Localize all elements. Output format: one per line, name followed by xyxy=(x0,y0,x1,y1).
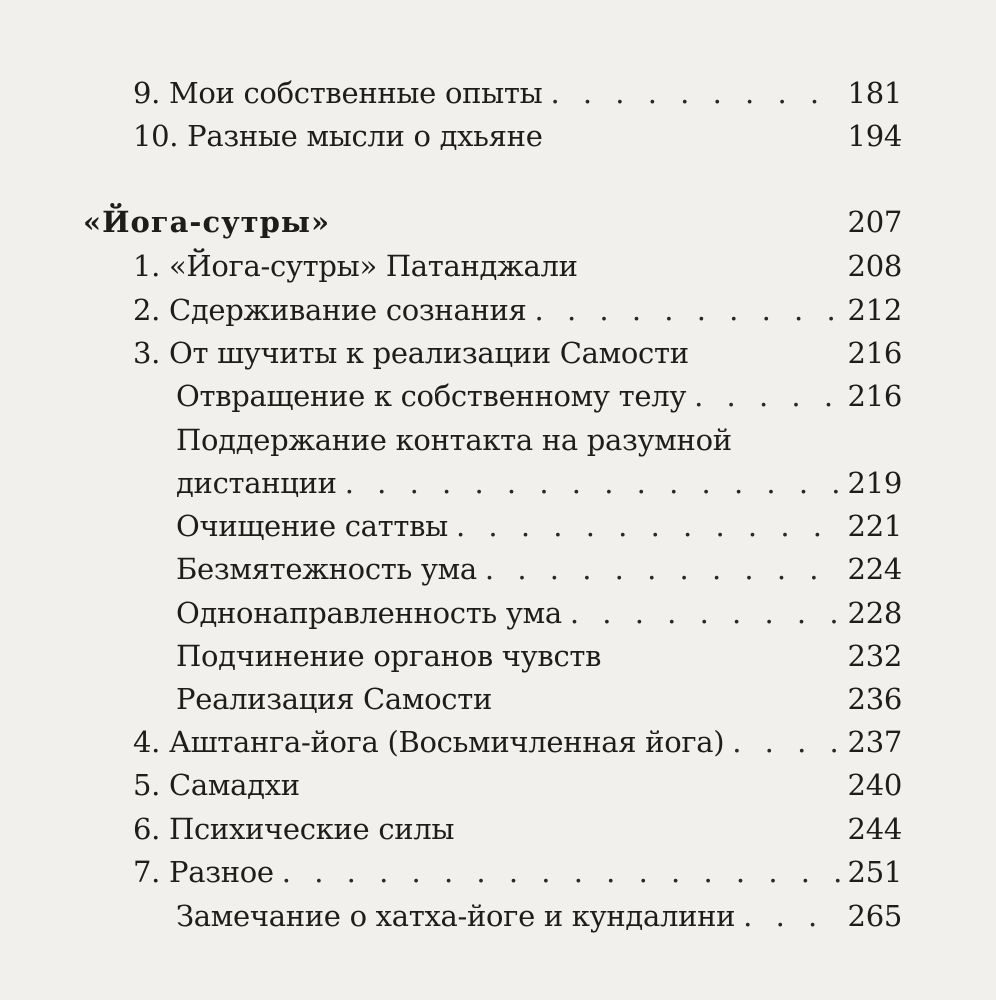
toc-entry-title-line: Поддержание контакта на разумной xyxy=(176,423,732,457)
toc-entry-page: 240 xyxy=(847,768,902,802)
toc-entry-page: 232 xyxy=(847,639,902,673)
toc-entry xyxy=(133,852,902,892)
toc-entry xyxy=(133,246,902,286)
toc-entry-page: 237 xyxy=(847,725,902,759)
toc-entry-title: Замечание о хатха-йоге и кундалини xyxy=(176,899,736,933)
toc-entry-title: Подчинение органов чувств xyxy=(176,639,602,673)
toc-entry-page: 216 xyxy=(847,336,902,370)
toc-entry-title: 5. Самадхи xyxy=(133,768,300,802)
toc-entry-title: дистанции xyxy=(176,466,337,500)
toc-entry xyxy=(133,809,902,849)
toc-entry xyxy=(176,636,902,676)
toc-entry xyxy=(176,896,902,936)
toc-entry-title: 2. Сдерживание сознания xyxy=(133,293,527,327)
toc-entry-title: «Йога-сутры» xyxy=(83,205,331,239)
toc-entry xyxy=(133,73,902,113)
dot-leader xyxy=(535,290,840,330)
toc-entry-page: 181 xyxy=(847,76,902,110)
toc-entry-title: 1. «Йога-сутры» Патанджали xyxy=(133,249,578,283)
toc-entry-page: 224 xyxy=(847,552,902,586)
toc-entry-page: 219 xyxy=(847,466,902,500)
toc-entry-page: 216 xyxy=(847,379,902,413)
toc-entry-page: 207 xyxy=(847,205,902,239)
toc-entry-title: Отвращение к собственному телу xyxy=(176,379,687,413)
toc-entry-page: 221 xyxy=(847,509,902,543)
toc-entry xyxy=(176,376,902,416)
dot-leader xyxy=(732,722,839,762)
toc-entry-title: 4. Аштанга-йога (Восьмичленная йога) xyxy=(133,725,725,759)
toc-entry-title: 9. Мои собственные опыты xyxy=(133,76,543,110)
toc-section-heading xyxy=(83,202,902,242)
toc-entry-page: 244 xyxy=(847,812,902,846)
toc-entry-page: 251 xyxy=(847,855,902,889)
toc-entry-title: Реализация Самости xyxy=(176,682,493,716)
toc-entry xyxy=(176,679,902,719)
toc-entry xyxy=(176,593,902,633)
dot-leader xyxy=(282,852,840,892)
dot-leader xyxy=(694,376,839,416)
toc-entry xyxy=(133,116,902,156)
toc-entry-page: 212 xyxy=(847,293,902,327)
toc-entry-title: Однонаправленность ума xyxy=(176,596,562,630)
toc-entry-title: 10. Разные мысли о дхьяне xyxy=(133,119,543,153)
toc-entry xyxy=(176,549,902,589)
toc-entry xyxy=(133,765,902,805)
dot-leader xyxy=(743,896,839,936)
toc-entry-title: Безмятежность ума xyxy=(176,552,477,586)
toc-entry-page: 236 xyxy=(847,682,902,716)
toc-entry xyxy=(133,722,902,762)
dot-leader xyxy=(456,506,840,546)
toc-entry-page: 228 xyxy=(847,596,902,630)
toc-entry xyxy=(133,290,902,330)
dot-leader xyxy=(345,463,840,503)
dot-leader xyxy=(550,73,839,113)
dot-leader xyxy=(570,593,840,633)
toc-entry-page: 208 xyxy=(847,249,902,283)
toc-entry-page: 265 xyxy=(847,899,902,933)
dot-leader xyxy=(485,549,840,589)
toc-entry-page: 194 xyxy=(847,119,902,153)
toc-entry-title: 3. От шучиты к реализации Самости xyxy=(133,336,689,370)
toc-entry-title: 7. Разное xyxy=(133,855,274,889)
toc-entry xyxy=(176,506,902,546)
toc-entry-title: 6. Психические силы xyxy=(133,812,455,846)
toc-entry xyxy=(176,463,902,503)
toc-entry-title: Очищение саттвы xyxy=(176,509,448,543)
toc-entry xyxy=(133,333,902,373)
